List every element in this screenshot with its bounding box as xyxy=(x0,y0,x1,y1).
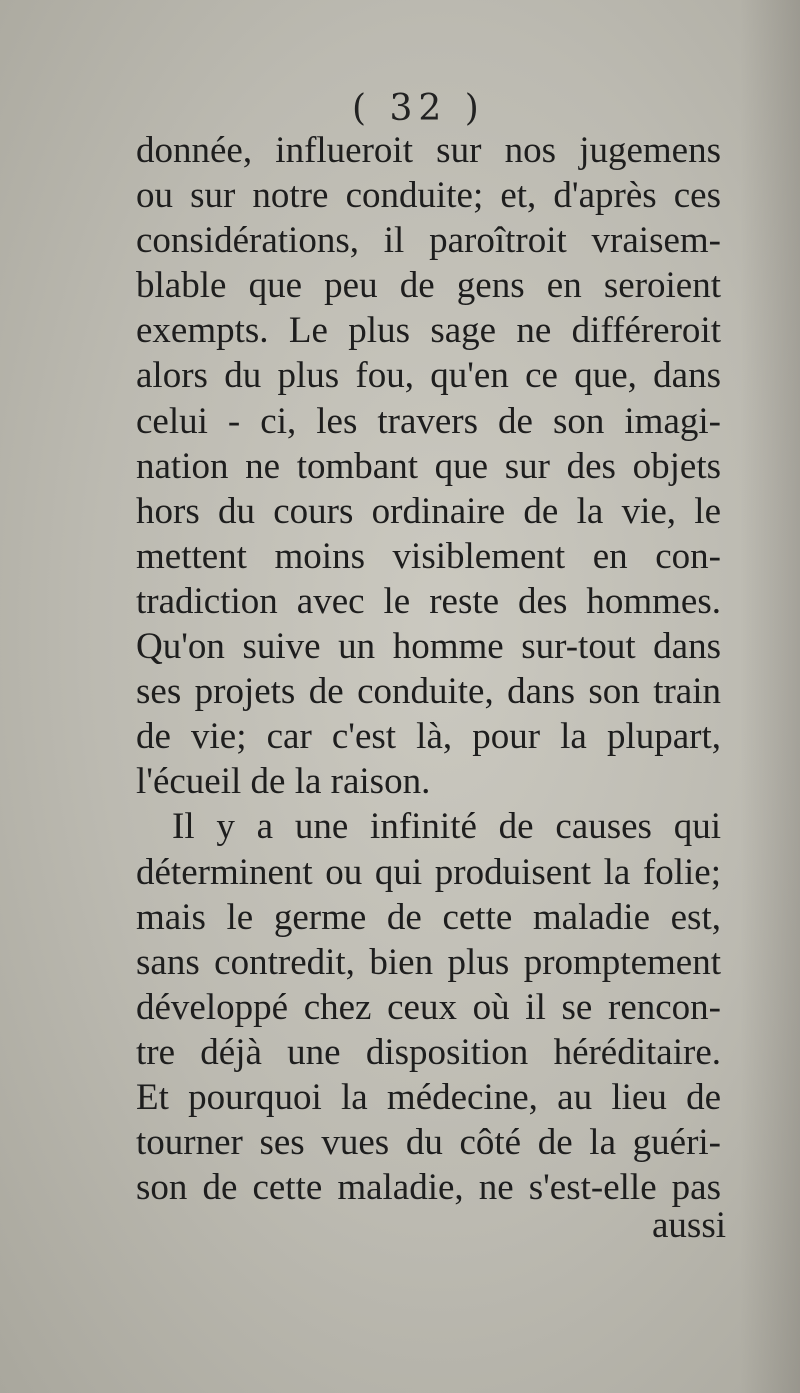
body-text xyxy=(136,128,721,1210)
page-number: ( 32 ) xyxy=(352,88,485,129)
page-edge-shadow xyxy=(740,0,800,1393)
text-line: considérations, il paroîtroit vraisem- xyxy=(136,220,721,262)
text-line: blable que peu de gens en seroient xyxy=(136,265,721,307)
text-line: tre déjà une disposition héréditaire. xyxy=(136,1031,721,1073)
text-line: ses projets de conduite, dans son train xyxy=(136,671,721,713)
text-line: alors du plus fou, qu'en ce que, dans xyxy=(136,355,721,397)
text-line: Qu'on suive un homme sur-tout dans xyxy=(136,626,721,668)
text-line: l'écueil de la raison. xyxy=(136,761,431,803)
text-line: tradiction avec le reste des hommes. xyxy=(136,580,721,622)
catchword: aussi xyxy=(652,1205,726,1246)
text-line: donnée, influeroit sur nos jugemens xyxy=(136,130,721,171)
text-line: mais le germe de cette maladie est, xyxy=(136,896,721,938)
text-line: son de cette maladie, ne s'est-elle pas xyxy=(136,1167,721,1209)
text-line: tourner ses vues du côté de la guéri- xyxy=(136,1122,721,1164)
text-line: déterminent ou qui produisent la folie; xyxy=(136,851,721,893)
text-line: exempts. Le plus sage ne différeroit xyxy=(136,310,721,352)
text-line: sans contredit, bien plus promptement xyxy=(136,941,721,983)
text-line: mettent moins visiblement en con- xyxy=(136,535,721,577)
text-line: Et pourquoi la médecine, au lieu de xyxy=(136,1076,721,1118)
text-line: hors du cours ordinaire de la vie, le xyxy=(136,490,721,532)
text-line: nation ne tombant que sur des objets xyxy=(136,445,721,487)
text-line: ou sur notre conduite; et, d'après ces xyxy=(136,175,721,217)
text-line: développé chez ceux où il se rencon- xyxy=(136,986,721,1028)
text-line: de vie; car c'est là, pour la plupart, xyxy=(136,716,721,758)
text-line: celui - ci, les travers de son imagi- xyxy=(136,400,721,442)
text-line: Il y a une infinité de causes qui xyxy=(172,806,721,848)
